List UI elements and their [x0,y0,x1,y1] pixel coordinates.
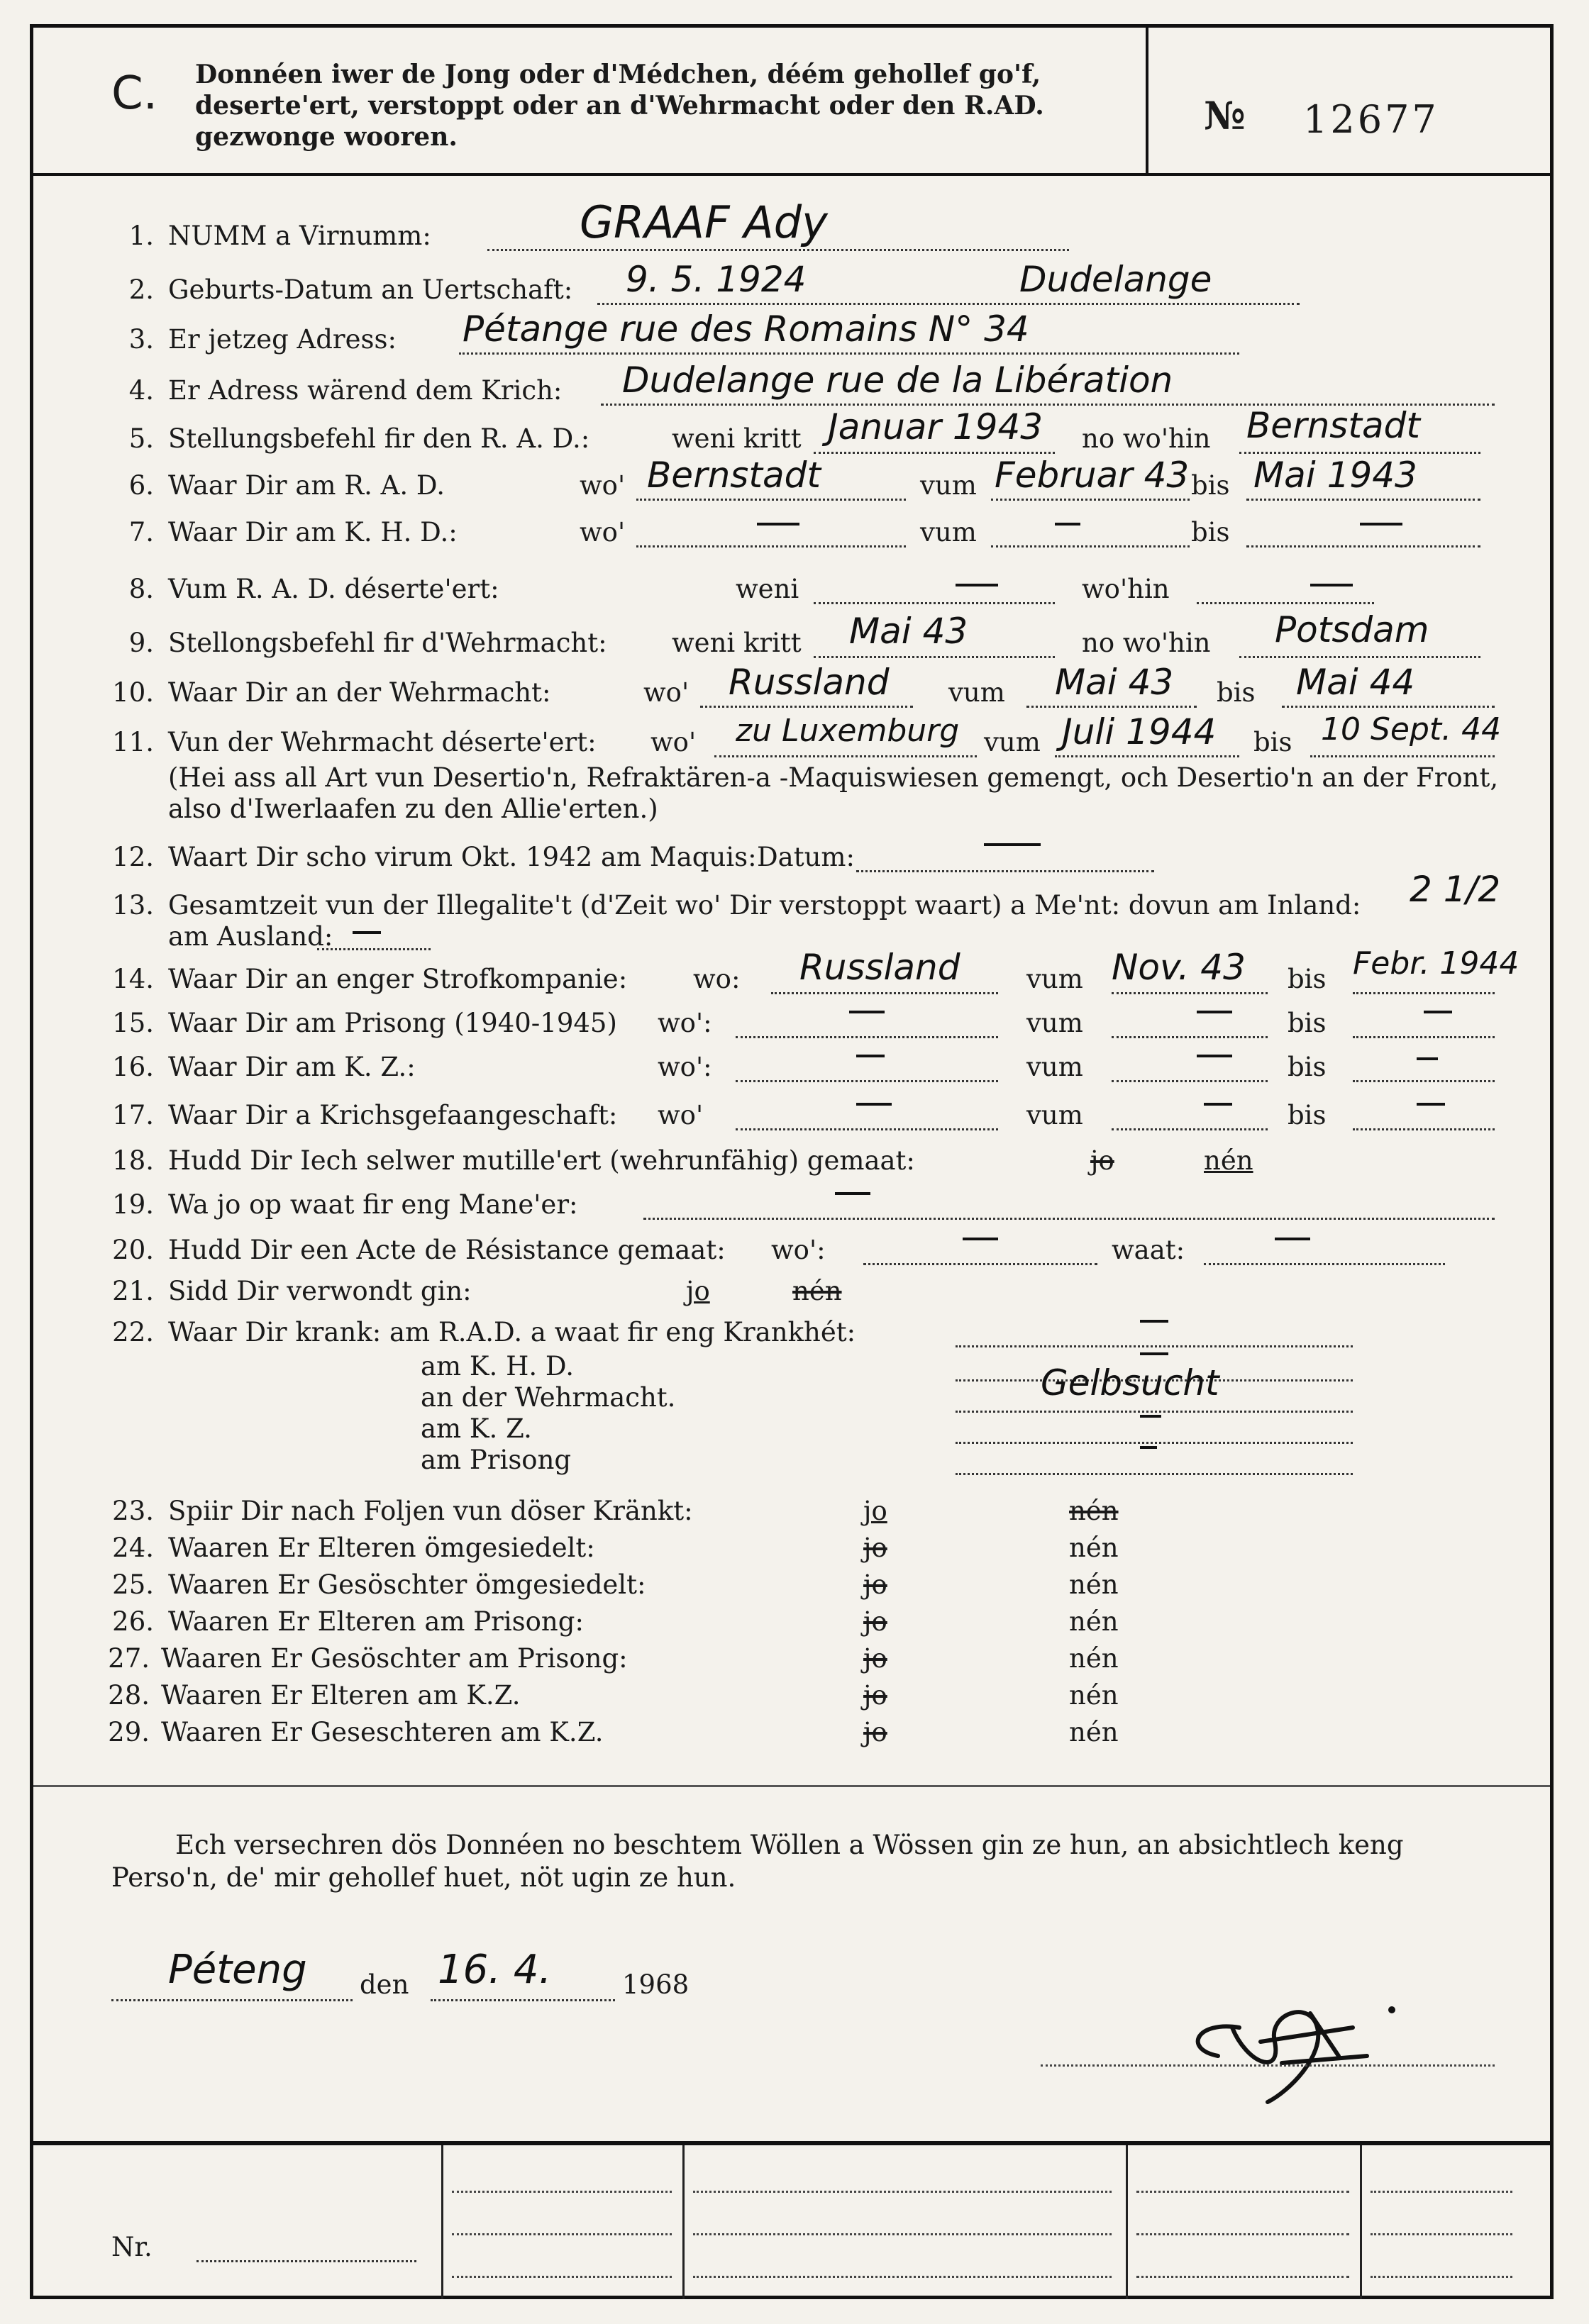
row-number: 5. [128,423,154,454]
empty-dash [1197,1011,1232,1013]
empty-dash [1140,1320,1168,1323]
row-label: Waaren Er Elteren ömgesiedelt: [168,1533,595,1563]
jo-option-struck: jo [863,1533,887,1563]
desertion-place: zu Luxemburg [736,713,960,749]
nr-label: Nr. [111,2232,153,2262]
row-label: Sidd Dir verwondt gin: [168,1276,472,1306]
row-number: 24. [112,1533,154,1563]
empty-dash [1204,1103,1232,1106]
field-line [487,249,1069,251]
jo-option-struck: jo [863,1569,887,1600]
header-title: Donnéen iwer de Jong oder d'Médchen, déém gehollef go'f, deserte'ert, verstoppt oder an d'Wehrmacht oder den R.AD. gezwonge wooren. [195,60,1044,152]
bis-label: bis [1288,1100,1327,1130]
section-separator [33,1785,1550,1787]
empty-dash [856,1103,892,1106]
row-number: 4. [128,375,154,406]
row-number: 28. [108,1680,150,1711]
illness-value: Gelbsucht [1041,1362,1219,1403]
wo-label: wo': [771,1235,826,1265]
weni-label: weni kritt [672,628,802,658]
row-label: Waar Dir krank: am R.A.D. a waat fir eng Krankhét: [168,1317,856,1347]
field-line [1353,992,1495,994]
jo-option-underlined: jo [686,1276,710,1306]
vum-label: vum [984,727,1041,757]
row-label: Er Adress wärend dem Krich: [168,375,563,406]
signature-line [1041,2064,1495,2067]
vum-label: vum [1026,1008,1083,1038]
nen-option: nén [1069,1717,1119,1747]
footer-line [452,2276,672,2278]
field-line [431,1999,615,2001]
footer-col-divider [1126,2145,1128,2299]
current-address-value: Pétange rue des Romains N° 34 [463,308,1029,350]
bis-label: bis [1288,1052,1327,1082]
field-line [736,1036,998,1038]
footer-col-divider [682,2145,685,2299]
row-label: Waaren Er Gesöschter ömgesiedelt: [168,1569,646,1600]
rad-order-date: Januar 1943 [828,406,1043,447]
penal-company-to: Febr. 1944 [1353,945,1519,982]
field-line [643,1218,1495,1220]
row-number: 19. [112,1189,154,1220]
row-label: Stellongsbefehl fir d'Wehrmacht: [168,628,607,658]
field-line [1353,1128,1495,1130]
empty-dash [1197,1055,1232,1057]
empty-dash [1360,523,1402,526]
footer-line [1371,2191,1512,2193]
footer-line [1136,2233,1349,2235]
nen-option-struck: nén [1069,1496,1119,1526]
sub-label: am K. H. D. [421,1351,574,1381]
field-line [111,1999,353,2001]
footer-line [1371,2233,1512,2235]
row-label: Waar Dir am Prisong (1940-1945) [168,1008,617,1038]
field-line [956,1442,1353,1444]
signature [1140,1971,1410,2113]
war-address-value: Dudelange rue de la Libération [622,360,1173,401]
row-label: Waaren Er Elteren am Prisong: [168,1606,584,1637]
footer-col-divider [441,2145,443,2299]
field-line [814,602,1055,604]
form-number: 12677 [1303,97,1439,142]
header-divider [1146,28,1148,173]
row-label: Waar Dir am R. A. D. [168,470,445,501]
rad-order-place: Bernstadt [1246,405,1420,446]
signing-place: Péteng [168,1947,307,1993]
empty-dash [1417,1057,1438,1060]
rad-to: Mai 1943 [1253,455,1417,496]
ausland-label: am Ausland: [168,921,333,952]
bis-label: bis [1253,727,1292,757]
rad-place: Bernstadt [647,455,821,496]
field-line [597,303,1300,305]
row-number: 17. [112,1100,154,1130]
field-line [1246,545,1480,547]
wo-label: wo' [650,727,697,757]
field-line [1353,1036,1495,1038]
wo-label: wo' [580,470,626,501]
row-number: 11. [112,727,154,757]
field-line [991,545,1190,547]
jo-option-underlined: jo [863,1496,887,1526]
wehrmacht-order-place: Potsdam [1275,609,1429,650]
field-line [771,992,998,994]
jo-option-struck: jo [1090,1145,1114,1176]
vum-label: vum [1026,964,1083,994]
empty-dash [757,523,799,526]
weni-label: weni kritt [672,423,802,454]
empty-dash [984,843,1041,846]
row-label: Waar Dir an der Wehrmacht: [168,677,551,708]
penal-company-place: Russland [799,947,960,988]
row-number: 21. [112,1276,154,1306]
row-number: 8. [128,574,154,604]
desertion-to: 10 Sept. 44 [1321,711,1502,747]
row-label: Waar Dir am K. Z.: [168,1052,416,1082]
row-number: 20. [112,1235,154,1265]
empty-dash [835,1192,870,1195]
footer-line [452,2233,672,2235]
field-line [1282,706,1495,708]
empty-dash [353,931,381,934]
birth-date-value: 9. 5. 1924 [626,259,807,300]
field-line [863,1263,1097,1265]
field-line [856,870,1154,872]
row-number: 2. [128,274,154,305]
row-label: Hudd Dir een Acte de Résistance gemaat: [168,1235,726,1265]
row-label: Waaren Er Geseschteren am K.Z. [161,1717,604,1747]
wehrmacht-place: Russland [729,662,890,703]
header-rule [33,173,1550,176]
birth-place-value: Dudelange [1019,259,1212,300]
row-label: Waaren Er Gesöschter am Prisong: [161,1643,628,1674]
wehrmacht-to: Mai 44 [1296,662,1415,703]
field-line [1239,452,1480,454]
row-number: 7. [128,517,154,547]
empty-dash [963,1238,998,1240]
field-line [317,948,431,950]
empty-dash [1055,523,1080,526]
empty-dash [856,1055,885,1057]
footer-line [693,2276,1112,2278]
section-letter: C. [111,67,158,120]
field-line [1197,602,1374,604]
wohin-label: wo'hin [1082,574,1170,604]
row-number: 18. [112,1145,154,1176]
field-line [1112,992,1268,994]
row-number: 6. [128,470,154,501]
field-line [636,545,906,547]
sub-label: am Prisong [421,1445,572,1475]
bis-label: bis [1217,677,1256,708]
wohin-label: no wo'hin [1082,628,1211,658]
nen-option: nén [1069,1680,1119,1711]
row-label: Waar Dir a Krichsgefaangeschaft: [168,1100,618,1130]
vum-label: vum [1026,1100,1083,1130]
wohin-label: no wo'hin [1082,423,1211,454]
row-number: 23. [112,1496,154,1526]
field-line [1246,499,1480,501]
field-line [1026,706,1197,708]
field-line [459,352,1239,355]
field-line [956,1345,1353,1347]
field-line [196,2260,416,2262]
field-line [814,452,1055,454]
field-line [1112,1080,1268,1082]
empty-dash [1275,1238,1310,1240]
weni-label: weni [736,574,799,604]
sub-label: am K. Z. [421,1413,532,1444]
field-line [1204,1263,1445,1265]
empty-dash [849,1011,885,1013]
jo-option-struck: jo [863,1643,887,1674]
row-number: 3. [128,324,154,355]
field-line [1353,1080,1495,1082]
row-label: Hudd Dir Iech selwer mutille'ert (wehrunfähig) gemaat: [168,1145,915,1176]
row-number: 1. [128,221,154,251]
row-number: 16. [112,1052,154,1082]
row-number: 12. [112,842,154,872]
row-label: Er jetzeg Adress: [168,324,397,355]
field-line [636,499,906,501]
field-line [991,499,1190,501]
footer-line [1136,2276,1349,2278]
wehrmacht-order-date: Mai 43 [849,611,968,652]
number-symbol: № [1204,93,1246,138]
nen-option-underlined: nén [1204,1145,1253,1176]
footer-col-divider [1360,2145,1362,2299]
field-line [736,1080,998,1082]
row-label: Waar Dir an enger Strofkompanie: [168,964,628,994]
datum-label: Datum: [757,842,855,872]
den-label: den [360,1969,409,2000]
empty-dash [1140,1446,1157,1449]
wo-label: wo' [643,677,690,708]
field-line [736,1128,998,1130]
row-label: Gesamtzeit vun der Illegalite't (d'Zeit wo' Dir verstoppt waart) a Me'nt: dovun am Inland: [168,890,1361,921]
vum-label: vum [920,517,977,547]
nen-option: nén [1069,1643,1119,1674]
footer-line [1371,2276,1512,2278]
form-header [33,28,1550,173]
row-label: Vum R. A. D. déserte'ert: [168,574,499,604]
row-label: Waart Dir scho virum Okt. 1942 am Maquis: [168,842,757,872]
field-line [1239,656,1480,658]
wo-label: wo: [693,964,741,994]
row-label: Geburts-Datum an Uertschaft: [168,274,573,305]
row-label: NUMM a Virnumm: [168,221,431,251]
field-line [1112,1036,1268,1038]
bis-label: bis [1288,1008,1327,1038]
rad-from: Februar 43 [995,455,1190,496]
field-line [956,1473,1353,1475]
nen-option: nén [1069,1606,1119,1637]
row-label: Spiir Dir nach Foljen vun döser Kränkt: [168,1496,693,1526]
wo-label: wo': [658,1052,712,1082]
field-line [1310,755,1495,757]
row-number: 22. [112,1317,154,1347]
nen-option-struck: nén [792,1276,842,1306]
vum-label: vum [1026,1052,1083,1082]
empty-dash [956,584,998,586]
row-11-note: (Hei ass all Art vun Desertio'n, Refraktären-a -Maquiswiesen gemengt, och Desertio'n an der Front, also d'Iwerlaafen zu den Allie'erten.) [168,762,1499,824]
wo-label: wo': [658,1008,712,1038]
row-number: 15. [112,1008,154,1038]
jo-option-struck: jo [863,1606,887,1637]
empty-dash [1417,1103,1445,1106]
row-number: 27. [108,1643,150,1674]
empty-dash [1140,1352,1168,1355]
penal-company-from: Nov. 43 [1112,947,1246,988]
empty-dash [1310,584,1353,586]
jo-option-struck: jo [863,1680,887,1711]
wo-label: wo' [580,517,626,547]
nen-option: nén [1069,1533,1119,1563]
inland-months: 2 1/2 [1410,869,1501,910]
empty-dash [1424,1011,1452,1013]
bis-label: bis [1191,517,1230,547]
row-number: 9. [128,628,154,658]
field-line [714,755,977,757]
field-line [956,1411,1353,1413]
row-label: Waaren Er Elteren am K.Z. [161,1680,521,1711]
row-number: 14. [112,964,154,994]
wehrmacht-from: Mai 43 [1055,662,1174,703]
field-line [814,656,1055,658]
form-frame [30,24,1554,2299]
footer-line [1136,2191,1349,2193]
vum-label: vum [920,470,977,501]
row-number: 25. [112,1569,154,1600]
waat-label: waat: [1112,1235,1185,1265]
row-label: Wa jo op waat fir eng Mane'er: [168,1189,578,1220]
footer-rule [33,2141,1550,2145]
field-line [700,706,913,708]
sub-label: an der Wehrmacht. [421,1382,676,1413]
row-number: 13. [112,890,154,921]
field-line [1055,755,1239,757]
nen-option: nén [1069,1569,1119,1600]
footer-line [452,2191,672,2193]
row-label: Stellungsbefehl fir den R. A. D.: [168,423,590,454]
jo-option-struck: jo [863,1717,887,1747]
wo-label: wo' [658,1100,704,1130]
bis-label: bis [1191,470,1230,501]
name-value: GRAAF Ady [580,196,828,248]
footer-line [693,2233,1112,2235]
declaration-text: Ech versechren dös Donnéen no beschtem Wöllen a Wössen gin ze hun, an absichtlech keng Perso'n, de' mir gehollef huet, nöt ugin ze hun. [111,1830,1404,1893]
row-label: Waar Dir am K. H. D.: [168,517,458,547]
desertion-from: Juli 1944 [1062,711,1217,752]
row-number: 26. [112,1606,154,1637]
signing-year: 1968 [622,1969,690,2000]
vum-label: vum [948,677,1005,708]
signing-date: 16. 4. [438,1947,552,1993]
bis-label: bis [1288,964,1327,994]
row-label: Vun der Wehrmacht déserte'ert: [168,727,597,757]
row-number: 10. [112,677,154,708]
footer-line [693,2191,1112,2193]
empty-dash [1140,1415,1161,1418]
field-line [1112,1128,1268,1130]
row-number: 29. [108,1717,150,1747]
